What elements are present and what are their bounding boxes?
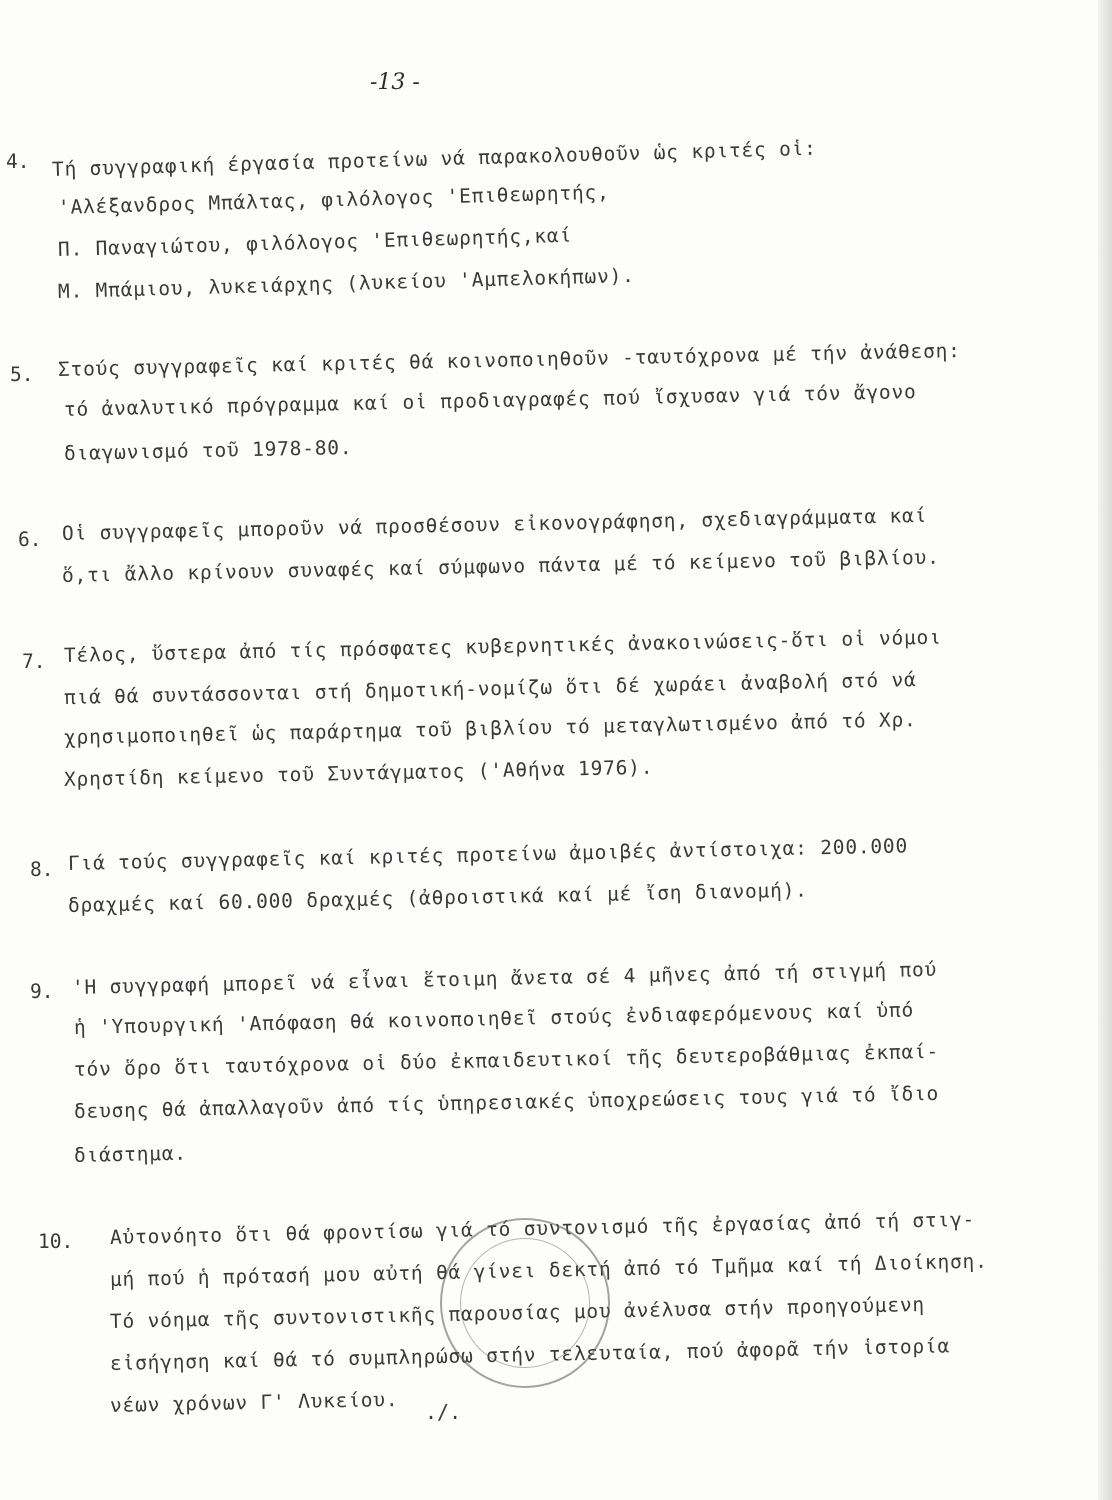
- item-number: 5.: [10, 363, 34, 386]
- item-line: Στούς συγγραφεῖς καί κριτές θά κοινοποιηθοῦν -ταυτόχρονα μέ τήν ἀνάθεση:: [57, 339, 961, 381]
- page-number: -13 -: [370, 70, 420, 95]
- item-line: Αὐτονόητο ὅτι θά φροντίσω γιά τό συντονισμό τῆς ἐργασίας ἀπό τή στιγ-: [109, 1207, 976, 1249]
- item-line: διαγωνισμό τοῦ 1978-80.: [63, 435, 353, 465]
- item-number: 6.: [18, 528, 42, 551]
- item-line: 'Η συγγραφή μπορεῖ νά εἶναι ἕτοιμη ἄνετα σέ 4 μῆνες ἀπό τή στιγμή πού: [71, 957, 938, 999]
- item-line: 'Αλέξανδρος Μπάλτας, φιλόλογος 'Επιθεωρητής,: [57, 180, 610, 219]
- page-edge: [1098, 0, 1112, 1500]
- item-line: τόν ὅρο ὅτι ταυτόχρονα οἱ δύο ἐκπαιδευτικοί τῆς δευτεροβάθμιας ἐκπαί-: [73, 1039, 940, 1081]
- closing-mark: ./.: [425, 1400, 462, 1424]
- item-number: 7.: [22, 650, 46, 673]
- item-number: 4.: [6, 150, 30, 173]
- item-line: νέων χρόνων Γ' Λυκείου.: [109, 1387, 399, 1417]
- item-line: Οἱ συγγραφεῖς μποροῦν νά προσθέσουν εἰκονογράφηση, σχεδιαγράμματα καί: [61, 503, 928, 545]
- item-line: χρησιμοποιηθεῖ ὡς παράρτημα τοῦ βιβλίου τό μεταγλωτισμένο ἀπό τό Χρ.: [63, 708, 917, 749]
- item-line: δραχμές καί 60.000 δραχμές (ἀθροιστικά καί μέ ἴση διανομή).: [67, 878, 808, 917]
- item-line: ὅ,τι ἄλλο κρίνουν συναφές καί σύμφωνο πάντα μέ τό κείμενο τοῦ βιβλίου.: [61, 545, 940, 587]
- item-line: πιά θά συντάσσονται στή δημοτική-νομίζω ὅτι δέ χωράει ἀναβολή στό νά: [63, 668, 917, 709]
- official-stamp-inner-ring: [460, 1238, 590, 1368]
- item-line: Τέλος, ὕστερα ἀπό τίς πρόσφατες κυβερνητικές ἀνακοινώσεις-ὅτι οἱ νόμοι: [63, 625, 942, 667]
- item-line: Τό νόημα τῆς συντονιστικῆς παρουσίας μου ἀνέλυσα στήν προηγούμενη: [109, 1292, 926, 1333]
- item-line: ἡ 'Υπουργική 'Απόφαση θά κοινοποιηθεῖ στούς ἐνδιαφερόμενους καί ὑπό: [73, 998, 915, 1039]
- item-line: Π. Παναγιώτου, φιλόλογος 'Επιθεωρητής,καί: [57, 223, 573, 261]
- item-number: 8.: [30, 858, 54, 881]
- item-line: δευσης θά ἀπαλλαγοῦν ἀπό τίς ὑπηρεσιακές ὑποχρεώσεις τους γιά τό ἴδιο: [73, 1081, 940, 1123]
- item-line: εἰσήγηση καί θά τό συμπληρώσω στήν τελευταία, πού ἀφορᾶ τήν ἱστορία: [109, 1334, 951, 1375]
- item-line: διάστημα.: [73, 1141, 188, 1167]
- item-number: 9.: [30, 980, 54, 1003]
- item-line: Μ. Μπάμιου, λυκειάρχης (λυκείου 'Αμπελοκήπων).: [57, 263, 635, 303]
- item-line: Χρηστίδη κείμενο τοῦ Συντάγματος ('Αθήνα 1976).: [63, 755, 654, 791]
- item-line: τό ἀναλυτικό πρόγραμμα καί οἱ προδιαγραφές πού ἴσχυσαν γιά τόν ἄγονο: [63, 380, 917, 421]
- item-number: 10.: [38, 1230, 74, 1253]
- item-line: Τή συγγραφική έργασία προτείνω νά παρακολουθοῦν ὡς κριτές οἱ:: [51, 136, 817, 181]
- item-line: Γιά τούς συγγραφεῖς καί κριτές προτείνω ἀμοιβές ἀντίστοιχα: 200.000: [67, 834, 909, 875]
- item-line: μή πού ἡ πρότασή μου αὐτή θά γίνει δεκτή ἀπό τό Τμῆμα καί τή Διοίκηση.: [109, 1249, 988, 1291]
- official-stamp: [440, 1218, 610, 1388]
